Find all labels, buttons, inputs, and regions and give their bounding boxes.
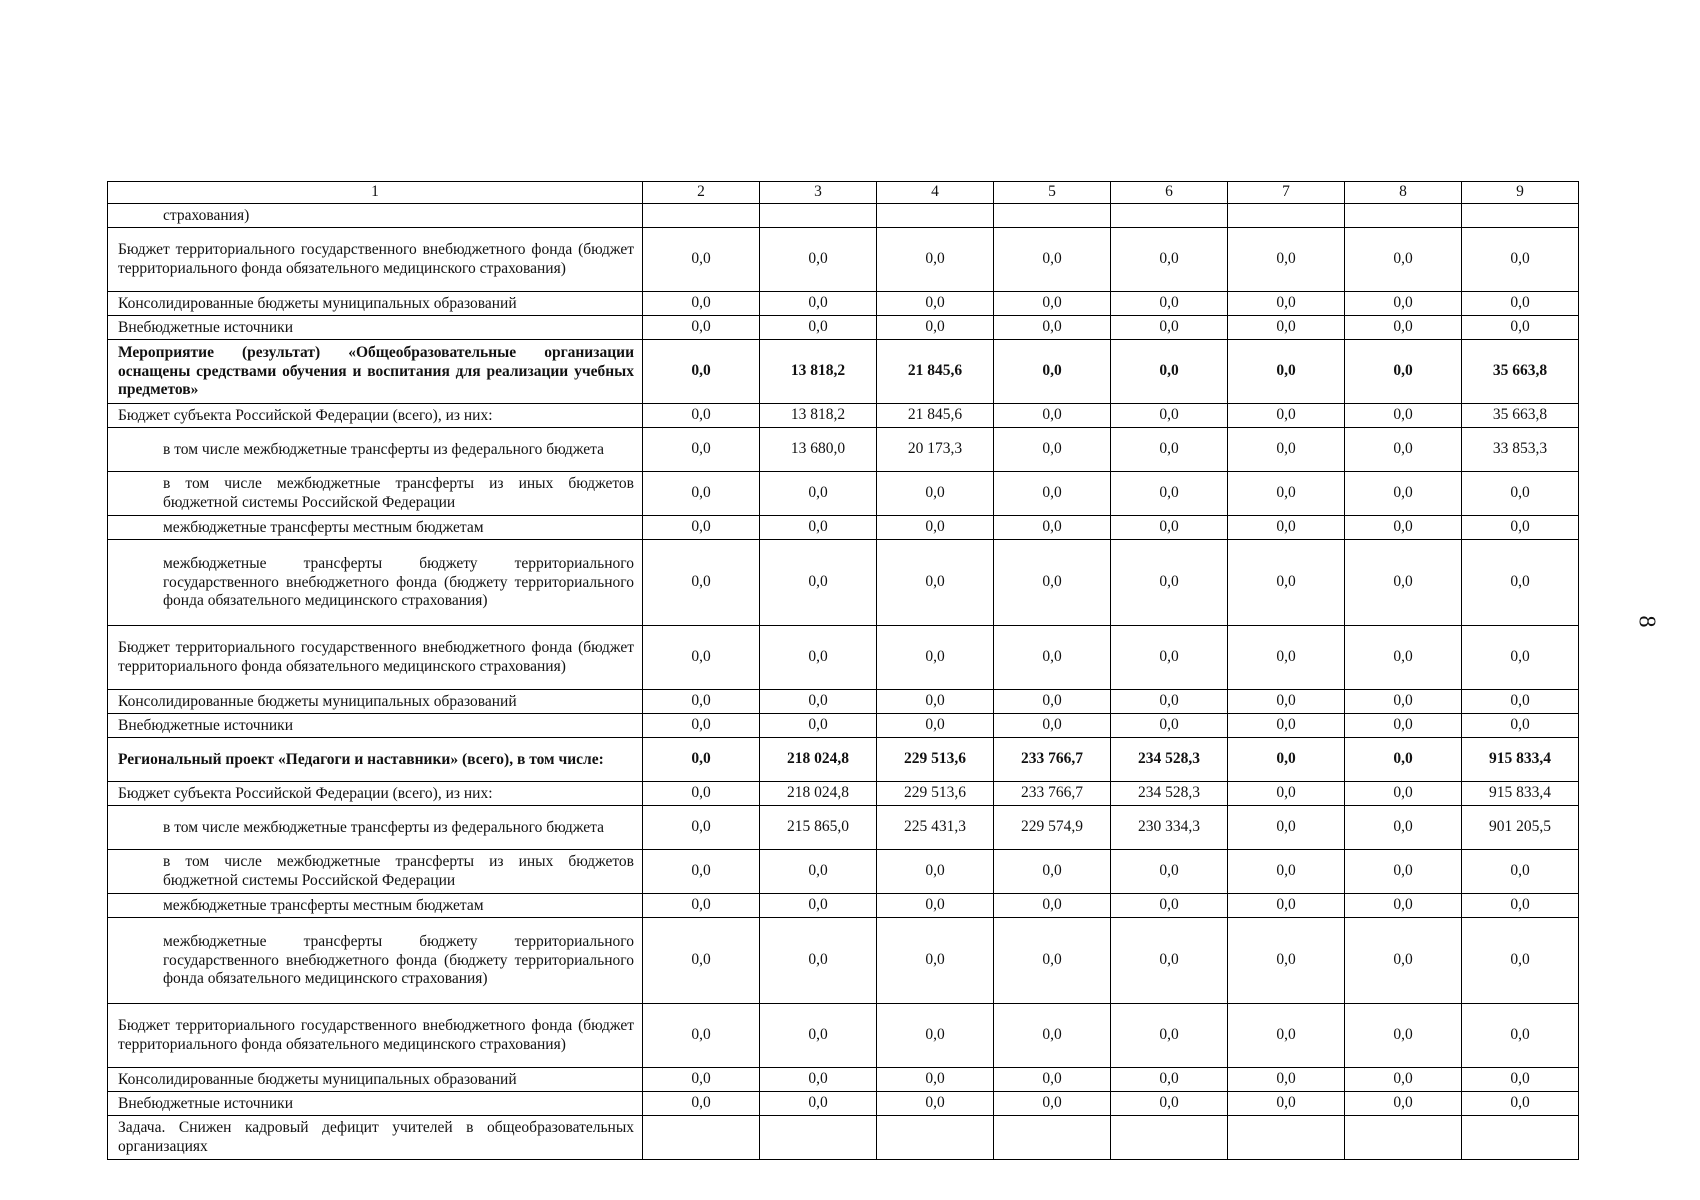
column-header: 5: [994, 182, 1111, 204]
value-cell: 35 663,8: [1462, 404, 1579, 428]
value-cell: 225 431,3: [877, 806, 994, 850]
value-cell: [1345, 204, 1462, 228]
value-cell: 215 865,0: [760, 806, 877, 850]
value-cell: [1228, 1116, 1345, 1160]
value-cell: 0,0: [1228, 918, 1345, 1004]
budget-table: [107, 181, 1579, 1160]
value-cell: 0,0: [1345, 292, 1462, 316]
value-cell: 0,0: [1111, 292, 1228, 316]
value-cell: 0,0: [643, 428, 760, 472]
value-cell: 0,0: [877, 1068, 994, 1092]
value-cell: 0,0: [760, 1092, 877, 1116]
value-cell: 230 334,3: [1111, 806, 1228, 850]
value-cell: [1462, 204, 1579, 228]
value-cell: 21 845,6: [877, 340, 994, 404]
value-cell: [877, 204, 994, 228]
value-cell: [1345, 1116, 1462, 1160]
table-row: [108, 714, 1579, 738]
column-header: 6: [1111, 182, 1228, 204]
value-cell: 0,0: [643, 894, 760, 918]
value-cell: 0,0: [643, 626, 760, 690]
row-label: Бюджет территориального государственного внебюджетного фонда (бюджет территориального фонда обязательного медицинского страхования): [108, 1004, 643, 1068]
value-cell: 0,0: [994, 714, 1111, 738]
value-cell: 0,0: [1462, 1004, 1579, 1068]
value-cell: 0,0: [1228, 516, 1345, 540]
value-cell: 0,0: [643, 316, 760, 340]
value-cell: 0,0: [1462, 894, 1579, 918]
column-header: 7: [1228, 182, 1345, 204]
value-cell: 0,0: [1111, 690, 1228, 714]
value-cell: 229 513,6: [877, 738, 994, 782]
table-row: [108, 292, 1579, 316]
table-row: [108, 1116, 1579, 1160]
value-cell: 0,0: [1111, 228, 1228, 292]
row-label: Консолидированные бюджеты муниципальных образований: [108, 1068, 643, 1092]
value-cell: 0,0: [1111, 516, 1228, 540]
value-cell: 218 024,8: [760, 738, 877, 782]
budget-table-sheet: [107, 181, 1578, 1160]
table-row: [108, 516, 1579, 540]
row-label: Внебюджетные источники: [108, 316, 643, 340]
value-cell: 0,0: [994, 316, 1111, 340]
value-cell: 0,0: [760, 690, 877, 714]
value-cell: [994, 1116, 1111, 1160]
table-row: [108, 894, 1579, 918]
value-cell: 0,0: [877, 850, 994, 894]
value-cell: 0,0: [1462, 516, 1579, 540]
value-cell: 0,0: [643, 340, 760, 404]
value-cell: 0,0: [760, 714, 877, 738]
row-label: страхования): [108, 204, 643, 228]
value-cell: 0,0: [1228, 690, 1345, 714]
value-cell: 33 853,3: [1462, 428, 1579, 472]
table-row: [108, 1068, 1579, 1092]
table-row: [108, 1004, 1579, 1068]
value-cell: 0,0: [1345, 472, 1462, 516]
value-cell: 0,0: [1345, 782, 1462, 806]
value-cell: 0,0: [1345, 428, 1462, 472]
row-label: Внебюджетные источники: [108, 1092, 643, 1116]
row-label: межбюджетные трансферты бюджету территориального государственного внебюджетного фонда (бюджету территориального фонда обязательного медицинского страхования): [108, 540, 643, 626]
value-cell: 0,0: [760, 292, 877, 316]
value-cell: 229 574,9: [994, 806, 1111, 850]
value-cell: 0,0: [1345, 690, 1462, 714]
row-label: в том числе межбюджетные трансферты из иных бюджетов бюджетной системы Российской Федерации: [108, 850, 643, 894]
row-label: межбюджетные трансферты местным бюджетам: [108, 516, 643, 540]
value-cell: 0,0: [643, 540, 760, 626]
value-cell: 0,0: [1345, 738, 1462, 782]
table-row: [108, 228, 1579, 292]
value-cell: [877, 1116, 994, 1160]
value-cell: 0,0: [760, 472, 877, 516]
value-cell: 0,0: [1345, 894, 1462, 918]
value-cell: 0,0: [1228, 1004, 1345, 1068]
value-cell: 0,0: [1228, 894, 1345, 918]
value-cell: 0,0: [1462, 1092, 1579, 1116]
value-cell: 0,0: [643, 918, 760, 1004]
value-cell: 0,0: [1111, 1092, 1228, 1116]
table-row: [108, 1092, 1579, 1116]
row-label: Консолидированные бюджеты муниципальных образований: [108, 292, 643, 316]
value-cell: 0,0: [1462, 850, 1579, 894]
value-cell: [760, 1116, 877, 1160]
value-cell: 0,0: [1345, 850, 1462, 894]
value-cell: 0,0: [877, 626, 994, 690]
value-cell: 0,0: [760, 1004, 877, 1068]
column-header: 4: [877, 182, 994, 204]
value-cell: 13 818,2: [760, 340, 877, 404]
value-cell: 0,0: [877, 1004, 994, 1068]
value-cell: 0,0: [643, 404, 760, 428]
value-cell: 0,0: [1111, 1068, 1228, 1092]
value-cell: 0,0: [877, 316, 994, 340]
value-cell: 0,0: [994, 340, 1111, 404]
table-row: [108, 204, 1579, 228]
value-cell: 0,0: [877, 690, 994, 714]
value-cell: 0,0: [1228, 472, 1345, 516]
value-cell: 0,0: [760, 626, 877, 690]
value-cell: 0,0: [1345, 540, 1462, 626]
value-cell: 0,0: [1111, 1004, 1228, 1068]
value-cell: 0,0: [1462, 472, 1579, 516]
value-cell: 0,0: [877, 894, 994, 918]
page-number: 8: [1633, 615, 1660, 628]
row-label: в том числе межбюджетные трансферты из федерального бюджета: [108, 428, 643, 472]
value-cell: 0,0: [994, 472, 1111, 516]
value-cell: 0,0: [643, 806, 760, 850]
value-cell: 0,0: [643, 850, 760, 894]
value-cell: [1111, 1116, 1228, 1160]
table-row: [108, 850, 1579, 894]
table-row: [108, 340, 1579, 404]
value-cell: 915 833,4: [1462, 782, 1579, 806]
value-cell: 0,0: [1228, 228, 1345, 292]
value-cell: 901 205,5: [1462, 806, 1579, 850]
table-body: [108, 182, 1579, 1160]
column-header: 3: [760, 182, 877, 204]
value-cell: 0,0: [1111, 918, 1228, 1004]
value-cell: 0,0: [1111, 540, 1228, 626]
value-cell: 0,0: [994, 1092, 1111, 1116]
value-cell: 0,0: [760, 918, 877, 1004]
value-cell: 0,0: [643, 292, 760, 316]
table-row: [108, 806, 1579, 850]
value-cell: 0,0: [1462, 316, 1579, 340]
value-cell: 0,0: [1462, 292, 1579, 316]
value-cell: 0,0: [1228, 738, 1345, 782]
value-cell: 0,0: [877, 516, 994, 540]
value-cell: 233 766,7: [994, 738, 1111, 782]
value-cell: 0,0: [760, 316, 877, 340]
value-cell: 0,0: [1111, 472, 1228, 516]
value-cell: 0,0: [994, 690, 1111, 714]
value-cell: 0,0: [1345, 1004, 1462, 1068]
value-cell: [1111, 204, 1228, 228]
column-header: 8: [1345, 182, 1462, 204]
value-cell: 0,0: [994, 516, 1111, 540]
table-row: [108, 316, 1579, 340]
table-row: [108, 428, 1579, 472]
value-cell: 0,0: [643, 228, 760, 292]
value-cell: 0,0: [1228, 1068, 1345, 1092]
value-cell: 0,0: [643, 738, 760, 782]
row-label: Мероприятие (результат) «Общеобразовательные организации оснащены средствами обучения и воспитания для реализации учебных предметов»: [108, 340, 643, 404]
value-cell: 0,0: [1345, 806, 1462, 850]
column-number-header-row: [108, 182, 1579, 204]
column-header: 1: [108, 182, 643, 204]
value-cell: [643, 204, 760, 228]
value-cell: 0,0: [877, 472, 994, 516]
value-cell: 0,0: [643, 472, 760, 516]
value-cell: 0,0: [643, 516, 760, 540]
value-cell: 0,0: [643, 1068, 760, 1092]
value-cell: 229 513,6: [877, 782, 994, 806]
value-cell: 0,0: [1111, 714, 1228, 738]
value-cell: 0,0: [1228, 540, 1345, 626]
row-label: Консолидированные бюджеты муниципальных образований: [108, 690, 643, 714]
value-cell: 0,0: [760, 228, 877, 292]
value-cell: [760, 204, 877, 228]
value-cell: 0,0: [1345, 516, 1462, 540]
value-cell: 218 024,8: [760, 782, 877, 806]
value-cell: 0,0: [994, 1068, 1111, 1092]
value-cell: 0,0: [1228, 404, 1345, 428]
value-cell: 0,0: [877, 1092, 994, 1116]
value-cell: 0,0: [1228, 850, 1345, 894]
value-cell: 0,0: [1345, 340, 1462, 404]
value-cell: 0,0: [1345, 316, 1462, 340]
table-row: [108, 472, 1579, 516]
value-cell: [1462, 1116, 1579, 1160]
value-cell: 0,0: [1228, 316, 1345, 340]
value-cell: [1228, 204, 1345, 228]
value-cell: 0,0: [1462, 228, 1579, 292]
value-cell: 0,0: [643, 714, 760, 738]
value-cell: 0,0: [994, 228, 1111, 292]
value-cell: [994, 204, 1111, 228]
value-cell: 0,0: [994, 404, 1111, 428]
table-row: [108, 918, 1579, 1004]
value-cell: 0,0: [1111, 894, 1228, 918]
row-label: Бюджет территориального государственного внебюджетного фонда (бюджет территориального фонда обязательного медицинского страхования): [108, 626, 643, 690]
value-cell: 13 680,0: [760, 428, 877, 472]
value-cell: 0,0: [1228, 626, 1345, 690]
value-cell: 0,0: [994, 850, 1111, 894]
value-cell: 0,0: [1345, 1068, 1462, 1092]
value-cell: 0,0: [1228, 292, 1345, 316]
value-cell: 0,0: [760, 1068, 877, 1092]
value-cell: 0,0: [1462, 714, 1579, 738]
table-row: [108, 782, 1579, 806]
value-cell: 915 833,4: [1462, 738, 1579, 782]
value-cell: 35 663,8: [1462, 340, 1579, 404]
row-label: Региональный проект «Педагоги и наставники» (всего), в том числе:: [108, 738, 643, 782]
value-cell: 0,0: [1228, 714, 1345, 738]
value-cell: 0,0: [877, 228, 994, 292]
value-cell: 13 818,2: [760, 404, 877, 428]
value-cell: 0,0: [1462, 690, 1579, 714]
value-cell: 0,0: [1111, 316, 1228, 340]
value-cell: 0,0: [760, 850, 877, 894]
row-label: Бюджет субъекта Российской Федерации (всего), из них:: [108, 404, 643, 428]
value-cell: 0,0: [643, 1004, 760, 1068]
value-cell: 0,0: [994, 540, 1111, 626]
value-cell: 0,0: [1111, 340, 1228, 404]
value-cell: 0,0: [1345, 1092, 1462, 1116]
value-cell: 234 528,3: [1111, 782, 1228, 806]
row-label: в том числе межбюджетные трансферты из иных бюджетов бюджетной системы Российской Федерации: [108, 472, 643, 516]
table-row: [108, 540, 1579, 626]
value-cell: 0,0: [1228, 782, 1345, 806]
value-cell: 0,0: [760, 894, 877, 918]
value-cell: 0,0: [1462, 1068, 1579, 1092]
table-row: [108, 690, 1579, 714]
value-cell: 0,0: [994, 292, 1111, 316]
value-cell: 0,0: [994, 894, 1111, 918]
value-cell: 0,0: [1228, 806, 1345, 850]
row-label: Внебюджетные источники: [108, 714, 643, 738]
row-label: межбюджетные трансферты бюджету территориального государственного внебюджетного фонда (бюджету территориального фонда обязательного медицинского страхования): [108, 918, 643, 1004]
value-cell: 0,0: [643, 782, 760, 806]
value-cell: 0,0: [1111, 428, 1228, 472]
column-header: 2: [643, 182, 760, 204]
value-cell: 0,0: [877, 540, 994, 626]
value-cell: 0,0: [877, 714, 994, 738]
value-cell: 0,0: [1111, 404, 1228, 428]
value-cell: 0,0: [1462, 626, 1579, 690]
value-cell: 0,0: [760, 540, 877, 626]
row-label: Бюджет территориального государственного внебюджетного фонда (бюджет территориального фонда обязательного медицинского страхования): [108, 228, 643, 292]
value-cell: 0,0: [994, 1004, 1111, 1068]
table-row: [108, 738, 1579, 782]
value-cell: 0,0: [643, 690, 760, 714]
value-cell: 0,0: [1345, 918, 1462, 1004]
value-cell: 0,0: [1345, 714, 1462, 738]
value-cell: 20 173,3: [877, 428, 994, 472]
value-cell: 0,0: [1111, 626, 1228, 690]
value-cell: 0,0: [994, 626, 1111, 690]
table-row: [108, 404, 1579, 428]
value-cell: 0,0: [1345, 404, 1462, 428]
row-label: Задача. Снижен кадровый дефицит учителей в общеобразовательных организациях: [108, 1116, 643, 1160]
value-cell: 0,0: [994, 428, 1111, 472]
value-cell: [643, 1116, 760, 1160]
value-cell: 0,0: [1462, 540, 1579, 626]
value-cell: 0,0: [1228, 340, 1345, 404]
column-header: 9: [1462, 182, 1579, 204]
value-cell: 0,0: [1345, 228, 1462, 292]
value-cell: 0,0: [1345, 626, 1462, 690]
table-row: [108, 626, 1579, 690]
row-label: в том числе межбюджетные трансферты из федерального бюджета: [108, 806, 643, 850]
value-cell: 0,0: [877, 292, 994, 316]
value-cell: 0,0: [994, 918, 1111, 1004]
value-cell: 0,0: [760, 516, 877, 540]
value-cell: 234 528,3: [1111, 738, 1228, 782]
value-cell: 0,0: [1228, 428, 1345, 472]
value-cell: 0,0: [1462, 918, 1579, 1004]
value-cell: 233 766,7: [994, 782, 1111, 806]
row-label: межбюджетные трансферты местным бюджетам: [108, 894, 643, 918]
value-cell: 21 845,6: [877, 404, 994, 428]
value-cell: 0,0: [1228, 1092, 1345, 1116]
value-cell: 0,0: [643, 1092, 760, 1116]
value-cell: 0,0: [1111, 850, 1228, 894]
row-label: Бюджет субъекта Российской Федерации (всего), из них:: [108, 782, 643, 806]
value-cell: 0,0: [877, 918, 994, 1004]
